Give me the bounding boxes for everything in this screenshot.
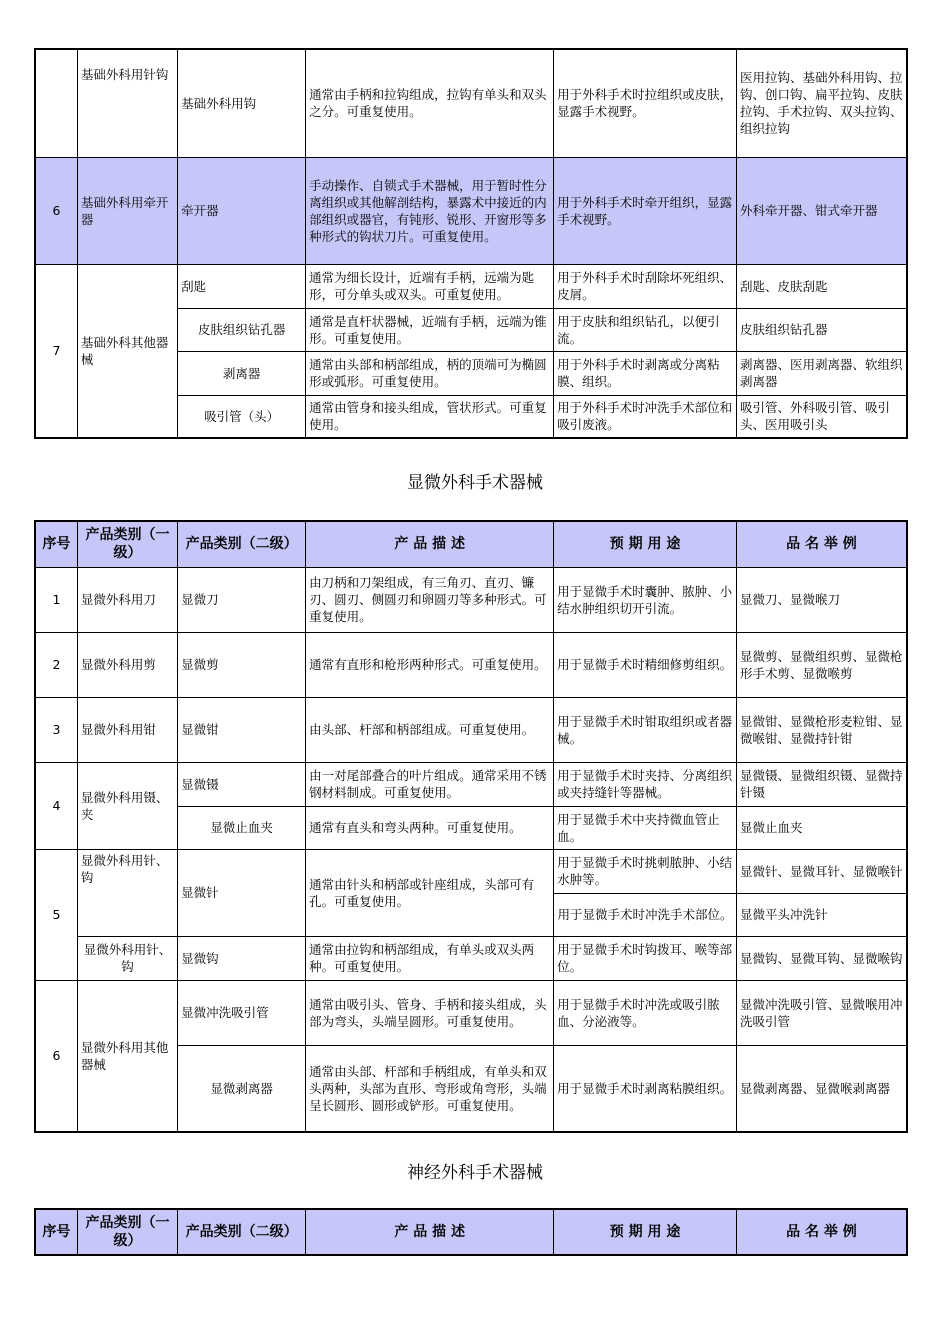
- section-title-neurosurgery: 神经外科手术器械: [407, 1163, 543, 1183]
- cell-cat2: 显微刀: [178, 567, 306, 632]
- cell-use: 用于显微手术时冲洗或吸引脓血、分泌液等。: [554, 980, 737, 1045]
- cell-cat2: 皮肤组织钻孔器: [178, 308, 306, 351]
- table-row: [35, 936, 907, 980]
- cell-use: 用于外科手术时拉组织或皮肤，显露手术视野。: [554, 49, 737, 157]
- cell-no: 1: [35, 567, 77, 632]
- cell-cat2: 显微钩: [178, 936, 306, 980]
- header-desc: 产 品 描 述: [306, 1209, 554, 1255]
- cell-cat2: 显微止血夹: [178, 806, 306, 849]
- cell-cat2: 显微剪: [178, 632, 306, 697]
- cell-use: 用于外科手术时刮除坏死组织、皮屑。: [554, 264, 737, 308]
- header-use: 预 期 用 途: [554, 521, 737, 567]
- cell-use: 用于显微手术时冲洗手术部位。: [554, 893, 737, 936]
- cell-desc: 由头部、杆部和柄部组成。可重复使用。: [306, 697, 554, 762]
- cell-desc: 通常由吸引头、管身、手柄和接头组成，头部为弯头，头端呈圆形。可重复使用。: [306, 980, 554, 1045]
- cell-desc: 通常有直头和弯头两种。可重复使用。: [306, 806, 554, 849]
- table-row: [35, 157, 907, 264]
- cell-names: 吸引管、外科吸引管、吸引头、医用吸引头: [736, 395, 907, 438]
- cell-cat2: 基础外科用钩: [178, 49, 306, 157]
- table-row: [35, 849, 907, 893]
- cell-names: 显微针、显微耳针、显微喉针: [736, 849, 907, 893]
- cell-cat1: 基础外科其他器械: [77, 264, 177, 438]
- cell-cat1: 显微外科用其他器械: [77, 980, 177, 1132]
- cell-use: 用于外科手术时牵开组织，显露手术视野。: [554, 157, 737, 264]
- cell-no: 6: [35, 980, 77, 1132]
- cell-names: 显微钳、显微枪形麦粒钳、显微喉钳、显微持针钳: [736, 697, 907, 762]
- cell-cat1: 显微外科用剪: [77, 632, 177, 697]
- table-row: [35, 567, 907, 632]
- cell-use: 用于显微手术时夹持、分离组织或夹持缝针等器械。: [554, 762, 737, 806]
- cell-cat2: 吸引管（头）: [178, 395, 306, 438]
- table-row: [35, 697, 907, 762]
- cell-names: 显微刀、显微喉刀: [736, 567, 907, 632]
- cell-no: 3: [35, 697, 77, 762]
- cell-names: 皮肤组织钻孔器: [736, 308, 907, 351]
- cell-names: 显微止血夹: [736, 806, 907, 849]
- cell-desc: 由一对尾部叠合的叶片组成。通常采用不锈钢材料制成。可重复使用。: [306, 762, 554, 806]
- header-desc: 产 品 描 述: [306, 521, 554, 567]
- cell-names: 显微平头冲洗针: [736, 893, 907, 936]
- cell-use: 用于显微手术时剥离粘膜组织。: [554, 1045, 737, 1132]
- cell-desc: 通常有直形和枪形两种形式。可重复使用。: [306, 632, 554, 697]
- cell-desc: 通常为细长设计，近端有手柄，远端为匙形，可分单头或双头。可重复使用。: [306, 264, 554, 308]
- cell-names: 显微剪、显微组织剪、显微枪形手术剪、显微喉剪: [736, 632, 907, 697]
- cell-names: 外科牵开器、钳式牵开器: [736, 157, 907, 264]
- cell-cat1: 显微外科用针、钩: [77, 849, 177, 936]
- cell-names: 医用拉钩、基础外科用钩、拉钩、创口钩、扁平拉钩、皮肤拉钩、手术拉钩、双头拉钩、组织拉钩: [736, 49, 907, 157]
- cell-no: 6: [35, 157, 77, 264]
- cell-cat2: 显微针: [178, 849, 306, 936]
- header-names: 品 名 举 例: [736, 1209, 907, 1255]
- table-row: [35, 762, 907, 806]
- cell-cat2: 剥离器: [178, 351, 306, 395]
- cell-use: 用于显微手术时囊肿、脓肿、小结水肿组织切开引流。: [554, 567, 737, 632]
- cell-use: 用于显微手术中夹持微血管止血。: [554, 806, 737, 849]
- table-row: [35, 632, 907, 697]
- cell-names: 显微镊、显微组织镊、显微持针镊: [736, 762, 907, 806]
- section-title-microsurgery: 显微外科手术器械: [407, 473, 543, 493]
- cell-cat1: 基础外科用牵开器: [77, 157, 177, 264]
- header-cat2: 产品类别（二级）: [178, 1209, 306, 1255]
- header-names: 品 名 举 例: [736, 521, 907, 567]
- cell-cat2: 显微钳: [178, 697, 306, 762]
- cell-desc: 通常是直杆状器械，近端有手柄，远端为锥形。可重复使用。: [306, 308, 554, 351]
- cell-cat1: 显微外科用钳: [77, 697, 177, 762]
- cell-cat1: 基础外科用针钩: [77, 49, 177, 157]
- header-use: 预 期 用 途: [554, 1209, 737, 1255]
- table-header-row: [35, 1209, 907, 1255]
- cell-names: 剥离器、医用剥离器、软组织剥离器: [736, 351, 907, 395]
- cell-names: 显微钩、显微耳钩、显微喉钩: [736, 936, 907, 980]
- cell-use: 用于外科手术时剥离或分离粘膜、组织。: [554, 351, 737, 395]
- cell-no: [35, 49, 77, 157]
- cell-cat2: 刮匙: [178, 264, 306, 308]
- cell-cat2: 牵开器: [178, 157, 306, 264]
- header-cat2: 产品类别（二级）: [178, 521, 306, 567]
- cell-cat1: 显微外科用针、钩: [77, 936, 177, 980]
- cell-desc: 通常由管身和接头组成，管状形式。可重复使用。: [306, 395, 554, 438]
- cell-use: 用于外科手术时冲洗手术部位和吸引废液。: [554, 395, 737, 438]
- table-header-row: [35, 521, 907, 567]
- cell-desc: 通常由头部和柄部组成，柄的顶端可为椭圆形或弧形。可重复使用。: [306, 351, 554, 395]
- cell-use: 用于显微手术时钳取组织或者器械。: [554, 697, 737, 762]
- cell-cat1: 显微外科用刀: [77, 567, 177, 632]
- cell-desc: 通常由针头和柄部或针座组成，头部可有孔。可重复使用。: [306, 849, 554, 936]
- cell-desc: 由刀柄和刀架组成，有三角刃、直刃、镰刃、圆刃、侧圆刃和卵圆刃等多种形式。可重复使用。: [306, 567, 554, 632]
- cell-desc: 通常由手柄和拉钩组成，拉钩有单头和双头之分。可重复使用。: [306, 49, 554, 157]
- cell-names: 显微冲洗吸引管、显微喉用冲洗吸引管: [736, 980, 907, 1045]
- header-cat1: 产品类别（一级）: [77, 1209, 177, 1255]
- header-cat1: 产品类别（一级）: [77, 521, 177, 567]
- table-microsurgery: [34, 520, 908, 1133]
- cell-cat1: 显微外科用镊、夹: [77, 762, 177, 849]
- table-row: [35, 264, 907, 308]
- cell-cat2: 显微镊: [178, 762, 306, 806]
- table-basic-surgery-continued: [34, 48, 908, 439]
- cell-use: 用于显微手术时挑刺脓肿、小结水肿等。: [554, 849, 737, 893]
- cell-use: 用于皮肤和组织钻孔，以便引流。: [554, 308, 737, 351]
- cell-cat2: 显微剥离器: [178, 1045, 306, 1132]
- cell-no: 4: [35, 762, 77, 849]
- header-no: 序号: [35, 521, 77, 567]
- header-no: 序号: [35, 1209, 77, 1255]
- cell-no: 7: [35, 264, 77, 438]
- cell-names: 显微剥离器、显微喉剥离器: [736, 1045, 907, 1132]
- cell-desc: 通常由头部、杆部和手柄组成，有单头和双头两种，头部为直形、弯形或角弯形，头端呈长圆形、圆形或铲形。可重复使用。: [306, 1045, 554, 1132]
- cell-use: 用于显微手术时精细修剪组织。: [554, 632, 737, 697]
- cell-names: 刮匙、皮肤刮匙: [736, 264, 907, 308]
- table-row: [35, 980, 907, 1045]
- cell-no: 2: [35, 632, 77, 697]
- cell-desc: 手动操作、自锁式手术器械，用于暂时性分离组织或其他解剖结构，暴露术中接近的内部组织或器官，有钝形、锐形、开窗形等多种形式的钩状刀片。可重复使用。: [306, 157, 554, 264]
- cell-desc: 通常由拉钩和柄部组成，有单头或双头两种。可重复使用。: [306, 936, 554, 980]
- table-neurosurgery: [34, 1208, 908, 1256]
- cell-no: 5: [35, 849, 77, 980]
- table-row: [35, 49, 907, 157]
- cell-cat2: 显微冲洗吸引管: [178, 980, 306, 1045]
- cell-use: 用于显微手术时钩拨耳、喉等部位。: [554, 936, 737, 980]
